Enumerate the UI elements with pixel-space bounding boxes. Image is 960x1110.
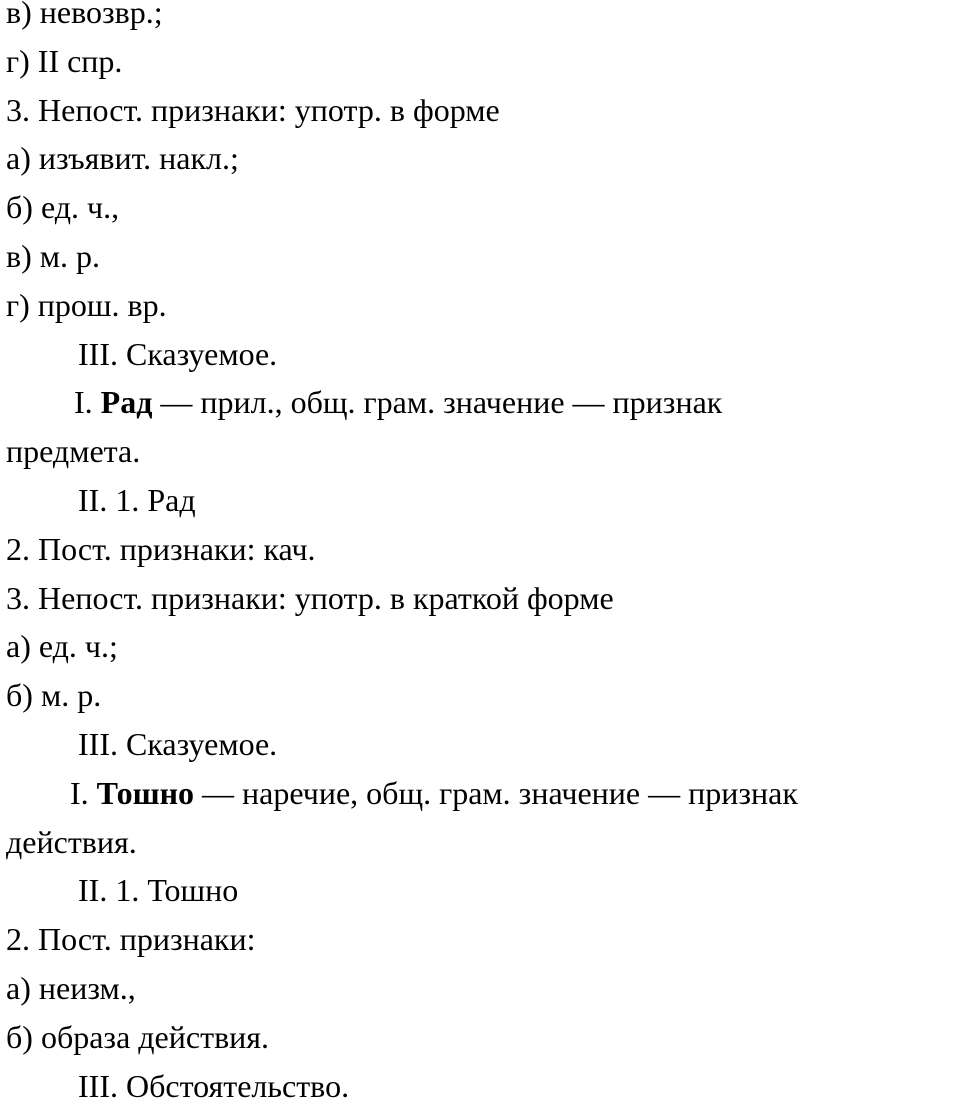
section-heading: III. Сказуемое. (78, 725, 278, 762)
text-line: а) ед. ч.; (6, 628, 118, 665)
text-line: 3. Непост. признаки: употр. в краткой форме (6, 579, 614, 616)
text-line: II. 1. Рад (78, 481, 196, 518)
section-heading: III. Сказуемое. (78, 335, 278, 372)
section-heading: III. Обстоятельство. (78, 1067, 350, 1104)
text-line: II. 1. Тошно (78, 872, 239, 909)
text-line: в) м. р. (6, 237, 101, 274)
text-line: действия. (6, 823, 137, 860)
text-line: в) невозвр.; (6, 0, 163, 30)
definition-text: — наречие, общ. грам. значение — признак (202, 774, 798, 811)
text-line: а) изъявит. накл.; (6, 140, 239, 177)
word-bold: Тошно (96, 774, 195, 811)
text-line: б) м. р. (6, 677, 102, 714)
text-line: 2. Пост. признаки: кач. (6, 530, 316, 567)
text-line: б) ед. ч., (6, 189, 120, 226)
section-number: I. (70, 774, 89, 811)
text-line: 3. Непост. признаки: употр. в форме (6, 91, 500, 128)
text-line: г) II спр. (6, 42, 123, 79)
paragraph-line (6, 769, 954, 818)
text-line: а) неизм., (6, 969, 136, 1006)
section-number: I. (74, 384, 93, 421)
text-line: б) образа действия. (6, 1018, 270, 1055)
paragraph-line (6, 378, 954, 427)
text-line: г) прош. вр. (6, 286, 167, 323)
text-line: предмета. (6, 433, 141, 470)
definition-text: — прил., общ. грам. значение — признак (160, 384, 723, 421)
text-line: 2. Пост. признаки: (6, 921, 256, 958)
word-bold: Рад (100, 384, 153, 421)
document-text (6, 0, 954, 1110)
